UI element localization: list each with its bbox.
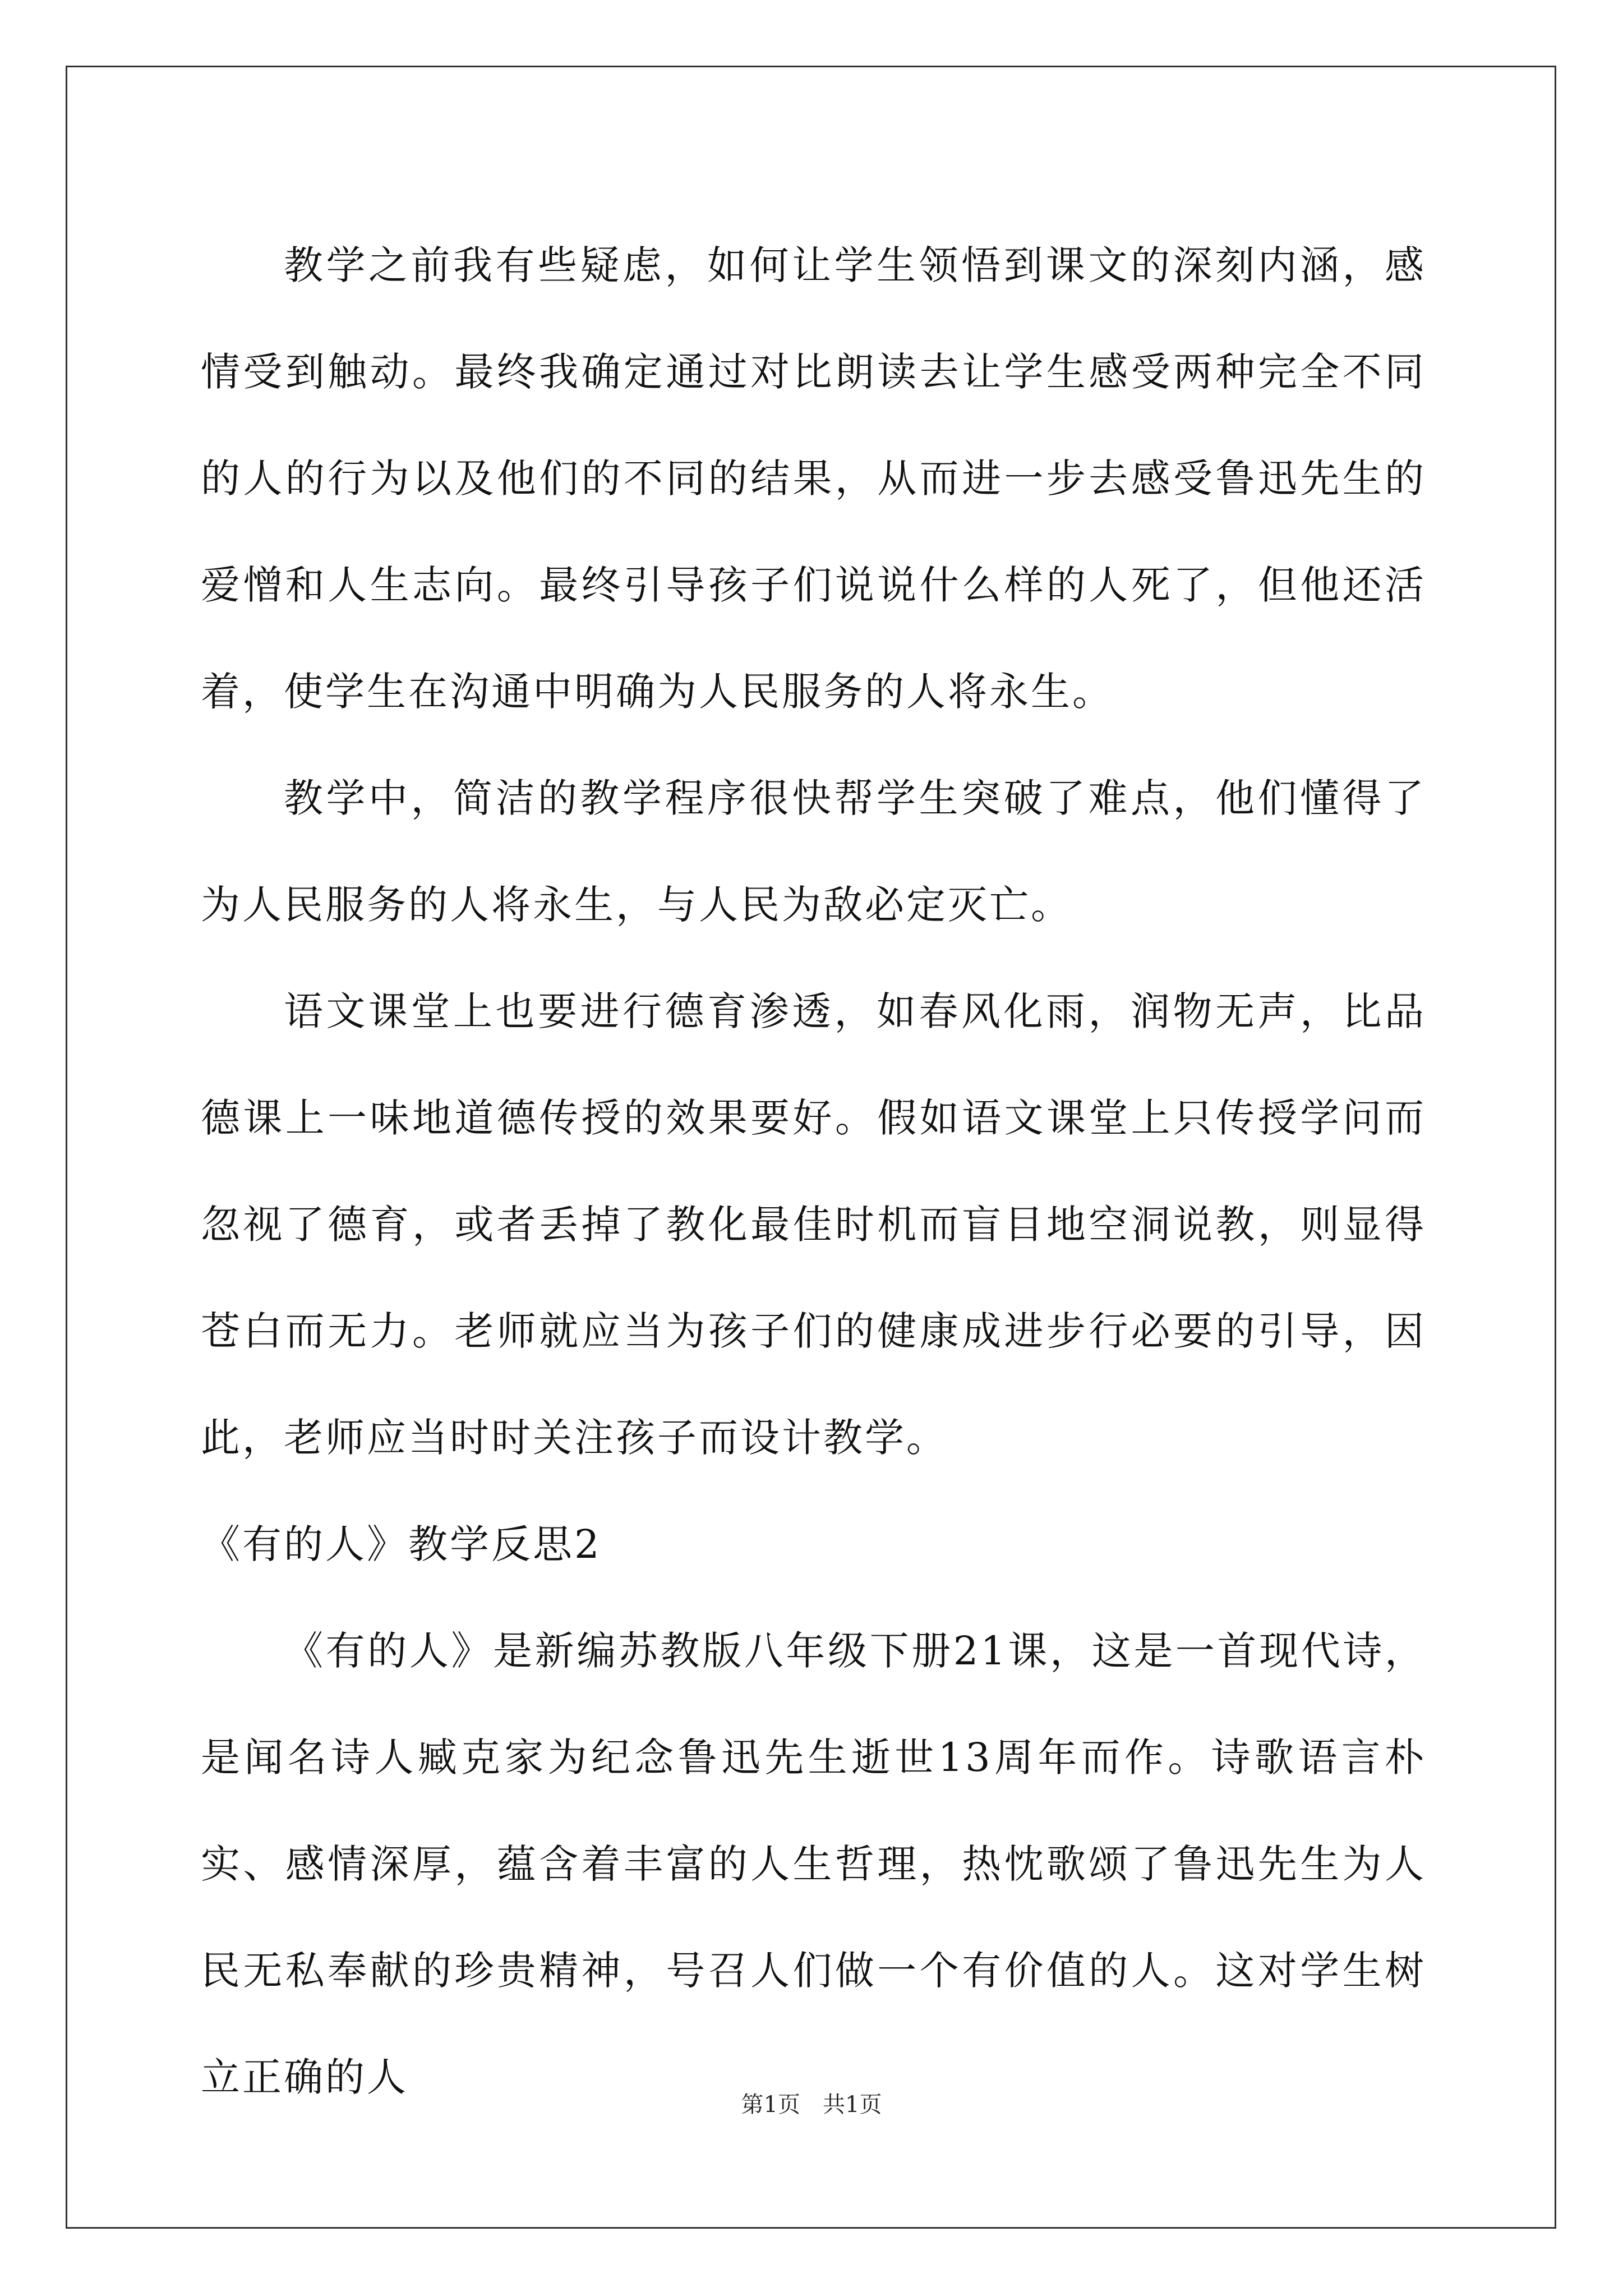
document-body: [201, 212, 1426, 2131]
page-footer: [0, 2088, 1623, 2122]
paragraph-2: 教学中，简洁的教学程序很快帮学生突破了难点，他们懂得了为人民服务的人将永生，与人民为敌必定灭亡。: [201, 775, 1426, 928]
paragraph-1: 教学之前我有些疑虑，如何让学生领悟到课文的深刻内涵，感情受到触动。最终我确定通过对比朗读去让学生感受两种完全不同的人的行为以及他们的不同的结果，从而进一步去感受鲁迅先生的爱憎和人生志向。最终引导孩子们说说什么样的人死了，但他还活着，使学生在沟通中明确为人民服务的人将永生。: [201, 242, 1426, 715]
paragraph-4: 《有的人》是新编苏教版八年级下册21课，这是一首现代诗，是闻名诗人臧克家为纪念鲁迅先生逝世13周年而作。诗歌语言朴实、感情深厚，蕴含着丰富的人生哲理，热忱歌颂了鲁迅先生为人民无私奉献的珍贵精神，号召人们做一个有价值的人。这对学生树立正确的人: [201, 1628, 1426, 2100]
section-heading: 《有的人》教学反思2: [201, 1521, 602, 1567]
page-number: 第1页: [741, 2092, 800, 2118]
paragraph-3: 语文课堂上也要进行德育渗透，如春风化雨，润物无声，比品德课上一味地道德传授的效果要好。假如语文课堂上只传授学问而忽视了德育，或者丢掉了教化最佳时机而盲目地空洞说教，则显得苍白而无力。老师就应当为孩子们的健康成进步行必要的引导，因此，老师应当时时关注孩子而设计教学。: [201, 988, 1426, 1461]
page-total: 共1页: [823, 2092, 882, 2118]
